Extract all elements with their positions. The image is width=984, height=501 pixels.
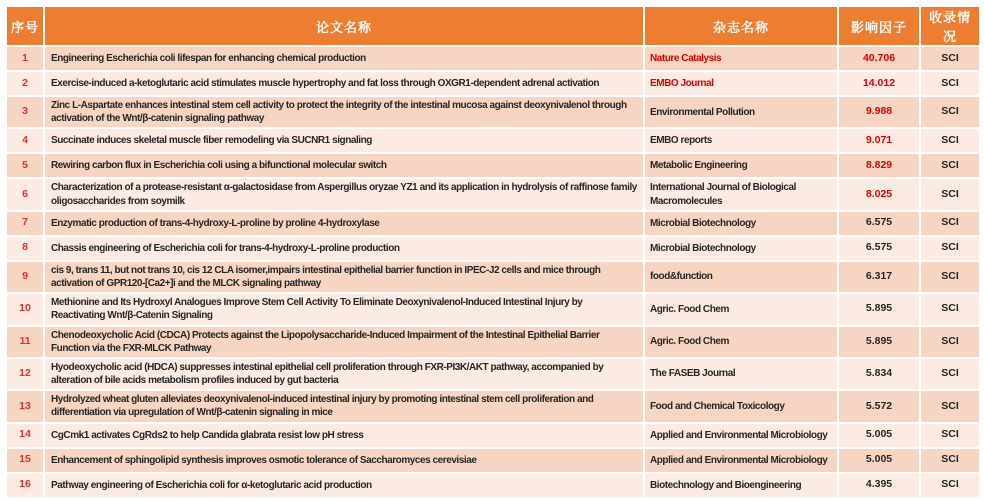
row-number-cell: 16 <box>7 474 43 497</box>
index-status-cell: SCI <box>921 129 979 152</box>
row-number-cell: 8 <box>7 237 43 260</box>
index-status-cell: SCI <box>921 294 979 324</box>
table-row <box>7 97 979 127</box>
paper-title-cell: Characterization of a protease-resistant α-galactosidase from Aspergillus oryzae YZ1 and its application in hydrolysis of raffinose family oligosaccharides from soymilk <box>45 179 643 209</box>
table-row <box>7 129 979 152</box>
journal-cell: EMBO Journal <box>645 72 837 95</box>
row-number-cell: 6 <box>7 179 43 209</box>
row-number-cell: 1 <box>7 47 43 70</box>
table-row <box>7 47 979 70</box>
index-status-cell: SCI <box>921 97 979 127</box>
index-status-cell: SCI <box>921 72 979 95</box>
journal-cell: The FASEB Journal <box>645 359 837 389</box>
row-number-cell: 11 <box>7 327 43 357</box>
header-paper-title: 论文名称 <box>45 7 643 45</box>
table-row <box>7 327 979 357</box>
papers-table <box>5 5 981 499</box>
impact-factor-cell: 6.317 <box>839 262 919 292</box>
impact-factor-cell: 6.575 <box>839 237 919 260</box>
impact-factor-cell: 5.005 <box>839 424 919 447</box>
journal-cell: Agric. Food Chem <box>645 294 837 324</box>
index-status-cell: SCI <box>921 474 979 497</box>
table-row <box>7 449 979 472</box>
header-journal-name: 杂志名称 <box>645 7 837 45</box>
index-status-cell: SCI <box>921 154 979 177</box>
table-row <box>7 154 979 177</box>
row-number-cell: 14 <box>7 424 43 447</box>
journal-cell: Applied and Environmental Microbiology <box>645 424 837 447</box>
impact-factor-cell: 8.829 <box>839 154 919 177</box>
paper-title-cell: Succinate induces skeletal muscle fiber remodeling via SUCNR1 signaling <box>45 129 643 152</box>
index-status-cell: SCI <box>921 391 979 421</box>
impact-factor-cell: 8.025 <box>839 179 919 209</box>
paper-title-cell: Chassis engineering of Escherichia coli for trans-4-hydroxy-L-proline production <box>45 237 643 260</box>
row-number-cell: 13 <box>7 391 43 421</box>
table-row <box>7 72 979 95</box>
row-number-cell: 15 <box>7 449 43 472</box>
index-status-cell: SCI <box>921 359 979 389</box>
paper-title-cell: CgCmk1 activates CgRds2 to help Candida glabrata resist low pH stress <box>45 424 643 447</box>
index-status-cell: SCI <box>921 237 979 260</box>
row-number-cell: 10 <box>7 294 43 324</box>
row-number-cell: 7 <box>7 212 43 235</box>
row-number-cell: 5 <box>7 154 43 177</box>
row-number-cell: 12 <box>7 359 43 389</box>
paper-title-cell: Pathway engineering of Escherichia coli for α-ketoglutaric acid production <box>45 474 643 497</box>
journal-cell: food&function <box>645 262 837 292</box>
journal-cell: Biotechnology and Bioengineering <box>645 474 837 497</box>
index-status-cell: SCI <box>921 47 979 70</box>
header-row <box>7 7 979 45</box>
paper-title-cell: Rewiring carbon flux in Escherichia coli using a bifunctional molecular switch <box>45 154 643 177</box>
table-row <box>7 474 979 497</box>
journal-cell: EMBO reports <box>645 129 837 152</box>
impact-factor-cell: 5.572 <box>839 391 919 421</box>
header-index-status: 收录情况 <box>921 7 979 45</box>
papers-table-body <box>7 47 979 497</box>
journal-cell: Microbial Biotechnology <box>645 237 837 260</box>
row-number-cell: 9 <box>7 262 43 292</box>
journal-cell: International Journal of Biological Macromolecules <box>645 179 837 209</box>
index-status-cell: SCI <box>921 179 979 209</box>
index-status-cell: SCI <box>921 449 979 472</box>
impact-factor-cell: 5.895 <box>839 294 919 324</box>
table-row <box>7 262 979 292</box>
journal-cell: Microbial Biotechnology <box>645 212 837 235</box>
index-status-cell: SCI <box>921 212 979 235</box>
paper-title-cell: Zinc L-Aspartate enhances intestinal stem cell activity to protect the integrity of the intestinal mucosa against deoxynivalenol through activation of the Wnt/β-catenin signaling pathway <box>45 97 643 127</box>
impact-factor-cell: 40.706 <box>839 47 919 70</box>
paper-title-cell: Methionine and Its Hydroxyl Analogues Improve Stem Cell Activity To Eliminate Deoxynivalenol-Induced Intestinal Injury by Reactivating Wnt/β-Catenin Signaling <box>45 294 643 324</box>
header-row-number: 序号 <box>7 7 43 45</box>
table-row <box>7 424 979 447</box>
table-row <box>7 237 979 260</box>
index-status-cell: SCI <box>921 327 979 357</box>
row-number-cell: 2 <box>7 72 43 95</box>
paper-title-cell: Enhancement of sphingolipid synthesis improves osmotic tolerance of Saccharomyces cerevisiae <box>45 449 643 472</box>
row-number-cell: 4 <box>7 129 43 152</box>
impact-factor-cell: 4.395 <box>839 474 919 497</box>
paper-title-cell: Exercise-induced a-ketoglutaric acid stimulates muscle hypertrophy and fat loss through OXGR1-dependent adrenal activation <box>45 72 643 95</box>
table-row <box>7 294 979 324</box>
impact-factor-cell: 5.834 <box>839 359 919 389</box>
paper-title-cell: Chenodeoxycholic Acid (CDCA) Protects against the Lipopolysaccharide-Induced Impairment of the Intestinal Epithelial Barrier Function via the FXR-MLCK Pathway <box>45 327 643 357</box>
paper-title-cell: Enzymatic production of trans-4-hydroxy-L-proline by proline 4-hydroxylase <box>45 212 643 235</box>
table-row <box>7 359 979 389</box>
journal-cell: Metabolic Engineering <box>645 154 837 177</box>
impact-factor-cell: 5.895 <box>839 327 919 357</box>
impact-factor-cell: 9.988 <box>839 97 919 127</box>
impact-factor-cell: 6.575 <box>839 212 919 235</box>
impact-factor-cell: 9.071 <box>839 129 919 152</box>
journal-cell: Applied and Environmental Microbiology <box>645 449 837 472</box>
row-number-cell: 3 <box>7 97 43 127</box>
journal-cell: Nature Catalysis <box>645 47 837 70</box>
journal-cell: Food and Chemical Toxicology <box>645 391 837 421</box>
index-status-cell: SCI <box>921 262 979 292</box>
journal-cell: Environmental Pollution <box>645 97 837 127</box>
table-row <box>7 391 979 421</box>
paper-title-cell: Hyodeoxycholic acid (HDCA) suppresses intestinal epithelial cell proliferation through FXR-PI3K/AKT pathway, accompanied by alteration of bile acids metabolism profiles induced by gut bacteria <box>45 359 643 389</box>
papers-table-header <box>7 7 979 45</box>
paper-title-cell: cis 9, trans 11, but not trans 10, cis 12 CLA isomer,impairs intestinal epithelial barrier function in IPEC-J2 cells and mice through activation of GPR120-[Ca2+]i and the MLCK signaling pathway <box>45 262 643 292</box>
impact-factor-cell: 5.005 <box>839 449 919 472</box>
index-status-cell: SCI <box>921 424 979 447</box>
impact-factor-cell: 14.012 <box>839 72 919 95</box>
journal-cell: Agric. Food Chem <box>645 327 837 357</box>
header-impact-factor: 影响因子 <box>839 7 919 45</box>
paper-title-cell: Hydrolyzed wheat gluten alleviates deoxynivalenol-induced intestinal injury by promoting intestinal stem cell proliferation and differentiation via upregulation of Wnt/β-catenin signaling in mice <box>45 391 643 421</box>
table-row <box>7 212 979 235</box>
paper-title-cell: Engineering Escherichia coli lifespan for enhancing chemical production <box>45 47 643 70</box>
table-row <box>7 179 979 209</box>
